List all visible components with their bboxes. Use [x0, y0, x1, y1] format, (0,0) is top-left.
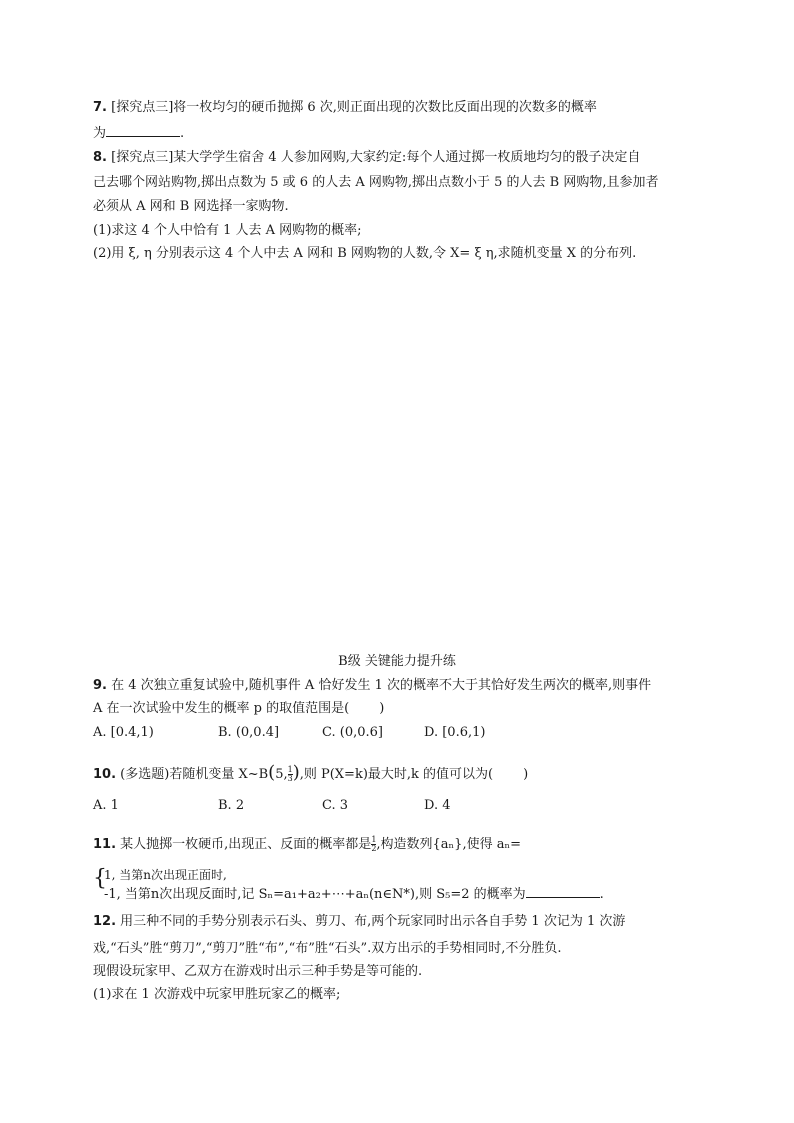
q8-text-1: [探究点三]某大学学生宿舍 4 人参加网购,大家约定:每个人通过掷一枚质地均匀的骰子决定自 [111, 150, 641, 165]
q9-option-b: B. (0,0.4] [218, 725, 280, 740]
q11-answer-blank[interactable] [526, 885, 600, 898]
q9-line-2 [93, 700, 384, 718]
q10-text-pre: (多选题)若随机变量 X~B [120, 767, 269, 782]
q9-paren-close: ) [379, 701, 385, 716]
q8-part-1: (1)求这 4 个人中恰有 1 人去 A 网购物的概率; [93, 223, 362, 238]
q11-brace: { [93, 866, 107, 891]
q11-numerator: 1 [371, 835, 377, 844]
q11-case-1: 1, 当第n次出现正面时, [104, 868, 227, 882]
q10-paren-open: ( [268, 762, 276, 783]
q11-denominator: 2 [371, 844, 377, 853]
q11-text-pre: 某人抛掷一枚硬币,出现正、反面的概率都是 [120, 837, 372, 852]
q10-p-denominator: 3 [287, 774, 293, 783]
q11-line-1 [93, 836, 521, 854]
q11-case-2-text: -1, 当第n次出现反面时,记 Sₙ=a₁+a₂+⋯+aₙ(n∈N*),则 S₅=2 的概率为 [104, 887, 526, 902]
q12-line-1 [93, 913, 625, 931]
q7-text: [探究点三]将一枚均匀的硬币抛掷 6 次,则正面出现的次数比反面出现的次数多的概率 [111, 100, 597, 115]
q10-paren-close: ) [292, 762, 300, 783]
q12-number: 12. [93, 914, 117, 929]
q9-line-1 [93, 677, 651, 695]
q9-text-2: A 在一次试验中发生的概率 p 的取值范围是( [93, 701, 350, 716]
q12-line-3: 现假设玩家甲、乙双方在游戏时出示三种手势是等可能的. [93, 964, 423, 979]
q7-answer-blank[interactable] [106, 124, 180, 137]
q10-p-numerator: 1 [287, 765, 293, 774]
q11-case-2 [104, 885, 604, 904]
q8-line-3: 必须从 A 网和 B 网选择一家购物. [93, 199, 289, 214]
q12-line-2: 戏,“石头”胜“剪刀”,“剪刀”胜“布”,“布”胜“石头”.双方出示的手势相同时,不分胜负. [93, 941, 562, 956]
q7-prefix: 为 [93, 126, 107, 141]
q10-text-post: ,则 P(X=k)最大时,k 的值可以为( [299, 767, 494, 782]
q7-line-1 [93, 99, 597, 117]
q7-line-2 [93, 124, 184, 143]
q7-suffix: . [180, 126, 185, 141]
q9-option-a: A. [0.4,1) [93, 725, 154, 740]
q12-text-1: 用三种不同的手势分别表示石头、剪刀、布,两个玩家同时出示各自手势 1 次记为 1 次游 [120, 914, 626, 929]
q10-option-c: C. 3 [322, 798, 349, 813]
q10-number: 10. [93, 767, 117, 782]
q10-line-1 [93, 764, 528, 784]
q11-text-post: ,构造数列{aₙ},使得 aₙ= [376, 837, 521, 852]
q8-number: 8. [93, 150, 107, 165]
q10-end: ) [523, 767, 529, 782]
q8-part-2: (2)用 ξ, η 分别表示这 4 个人中去 A 网和 B 网购物的人数,令 X= ξ η,求随机变量 X 的分布列. [93, 246, 637, 261]
q9-number: 9. [93, 678, 107, 693]
q11-end: . [599, 887, 604, 902]
q11-number: 11. [93, 837, 117, 852]
q10-option-d: D. 4 [424, 798, 451, 813]
q12-part-1: (1)求在 1 次游戏中玩家甲胜玩家乙的概率; [93, 987, 341, 1002]
q7-number: 7. [93, 100, 107, 115]
q10-binomial-n: 5, [275, 767, 288, 782]
q9-text-1: 在 4 次独立重复试验中,随机事件 A 恰好发生 1 次的概率不大于其恰好发生两次的概率,则事件 [111, 678, 652, 693]
q10-option-a: A. 1 [93, 798, 119, 813]
q9-option-d: D. [0.6,1) [424, 725, 486, 740]
q10-option-b: B. 2 [218, 798, 245, 813]
q8-line-2: 己去哪个网站购物,掷出点数为 5 或 6 的人去 A 网购物,掷出点数小于 5 的人去 B 网购物,且参加者 [93, 175, 659, 190]
q9-option-c: C. (0,0.6] [322, 725, 383, 740]
q8-line-1 [93, 149, 640, 167]
section-b-heading: B级 关键能力提升练 [338, 654, 456, 669]
